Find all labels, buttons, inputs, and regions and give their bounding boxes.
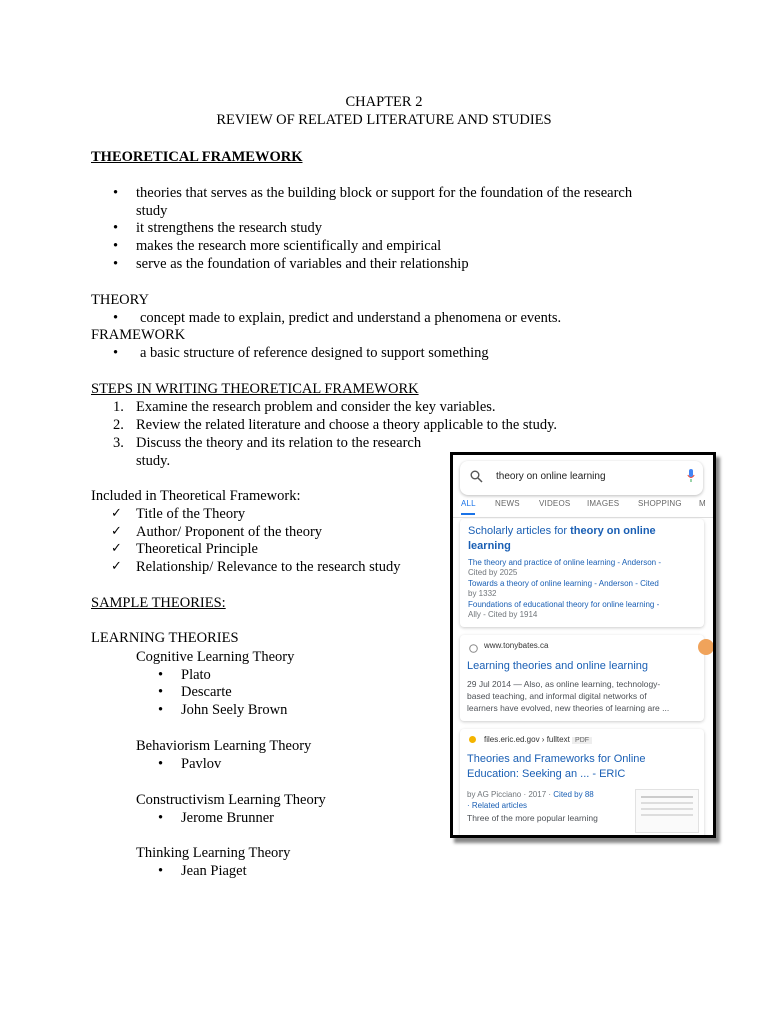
theory-person: • Plato: [158, 667, 211, 683]
search-icon: [470, 470, 483, 487]
theory-person: • Pavlov: [158, 756, 222, 772]
tf-bullet-cont: study: [136, 203, 168, 219]
sample-heading: SAMPLE THEORIES:: [91, 595, 226, 611]
theory-person: • Descarte: [158, 684, 232, 700]
tab-all[interactable]: ALL: [461, 499, 476, 508]
scroll-badge-icon: [698, 639, 714, 655]
learning-heading: LEARNING THEORIES: [91, 630, 239, 646]
search-tabs: [453, 495, 713, 518]
theory-name: Behaviorism Learning Theory: [136, 738, 312, 754]
search-result[interactable]: [460, 635, 704, 721]
site-favicon-icon: [469, 736, 476, 743]
checkmark-icon: ✓: [111, 524, 122, 539]
active-tab-indicator: [461, 513, 475, 515]
theory-name: Constructivism Learning Theory: [136, 792, 326, 808]
scholar-link[interactable]: The theory and practice of online learning - Anderson -: [468, 558, 662, 567]
result-title[interactable]: Theories and Frameworks for Online: [467, 753, 646, 765]
framework-definition: • a basic structure of reference designed to support something: [113, 345, 489, 361]
result-snippet: 29 Jul 2014 — Also, as online learning, technology-: [467, 679, 661, 689]
scholar-title[interactable]: Scholarly articles for theory on online learning: [468, 525, 656, 552]
theory-person: • Jean Piaget: [158, 863, 247, 879]
step-item-cont: study.: [136, 453, 171, 469]
search-query[interactable]: theory on online learning: [496, 471, 606, 482]
tab-images[interactable]: IMAGES: [587, 499, 620, 508]
scholar-link[interactable]: Towards a theory of online learning - Anderson - Cited: [468, 579, 659, 588]
search-bar[interactable]: [460, 461, 703, 495]
theory-definition: • concept made to explain, predict and understand a phenomena or events.: [113, 310, 562, 326]
scholar-meta: Cited by 2025: [468, 568, 518, 577]
scholar-link[interactable]: Foundations of educational theory for online learning -: [468, 600, 660, 609]
related-articles-link[interactable]: · Related articles: [467, 801, 528, 810]
framework-label: FRAMEWORK: [91, 327, 186, 343]
result-site: www.tonybates.ca: [484, 641, 549, 650]
included-item: ✓ Relationship/ Relevance to the research study: [111, 559, 401, 575]
checkmark-icon: ✓: [111, 506, 122, 521]
globe-icon: [469, 641, 478, 657]
step-item: 3. Discuss the theory and its relation to the research: [113, 435, 422, 451]
result-snippet: Three of the more popular learning: [467, 813, 598, 823]
tf-bullet: • it strengthens the research study: [113, 220, 323, 236]
pdf-badge: PDF: [572, 737, 592, 744]
theory-name: Thinking Learning Theory: [136, 845, 291, 861]
included-item: ✓ Title of the Theory: [111, 506, 246, 522]
result-snippet: based teaching, and informal digital networks of: [467, 691, 647, 701]
step-item: 2. Review the related literature and choose a theory applicable to the study.: [113, 417, 558, 433]
chapter-number: CHAPTER 2: [345, 94, 423, 110]
result-title[interactable]: Learning theories and online learning: [467, 660, 649, 672]
result-title-cont[interactable]: Education: Seeking an ... - ERIC: [467, 768, 626, 780]
cited-by-link[interactable]: Cited by 88: [553, 790, 594, 799]
included-item: ✓ Author/ Proponent of the theory: [111, 524, 323, 540]
tf-bullet: • serve as the foundation of variables and their relationship: [113, 256, 469, 272]
result-site: files.eric.ed.gov › fulltext PDF: [484, 735, 592, 747]
section-heading: THEORETICAL FRAMEWORK: [91, 149, 303, 165]
scholar-card: [460, 519, 704, 627]
scholar-meta: by 1332: [468, 589, 497, 598]
tf-bullet: • makes the research more scientifically and empirical: [113, 238, 442, 254]
checkmark-icon: ✓: [111, 559, 122, 574]
theory-label: THEORY: [91, 292, 149, 308]
checkmark-icon: ✓: [111, 541, 122, 556]
theory-person: • John Seely Brown: [158, 702, 288, 718]
step-item: 1. Examine the research problem and consider the key variables.: [113, 399, 496, 415]
tab-more[interactable]: M: [699, 499, 706, 508]
tab-news[interactable]: NEWS: [495, 499, 520, 508]
theory-person: • Jerome Brunner: [158, 810, 275, 826]
search-screenshot: [450, 452, 716, 838]
result-snippet: learners have evolved, new theories of learning are ...: [467, 703, 670, 713]
theory-name: Cognitive Learning Theory: [136, 649, 295, 665]
tf-bullet: • theories that serves as the building block or support for the foundation of the research: [113, 185, 633, 201]
microphone-icon[interactable]: [687, 469, 695, 487]
tab-videos[interactable]: VIDEOS: [539, 499, 571, 508]
chapter-title: REVIEW OF RELATED LITERATURE AND STUDIES: [216, 112, 552, 128]
pdf-thumbnail: [635, 789, 699, 833]
included-item: ✓ Theoretical Principle: [111, 541, 258, 557]
search-result[interactable]: [460, 729, 704, 838]
steps-heading: STEPS IN WRITING THEORETICAL FRAMEWORK: [91, 381, 419, 397]
included-label: Included in Theoretical Framework:: [91, 488, 301, 504]
scholar-meta: Ally - Cited by 1914: [468, 610, 538, 619]
tab-shopping[interactable]: SHOPPING: [638, 499, 682, 508]
result-meta: by AG Picciano · 2017 · Cited by 88: [467, 790, 594, 799]
